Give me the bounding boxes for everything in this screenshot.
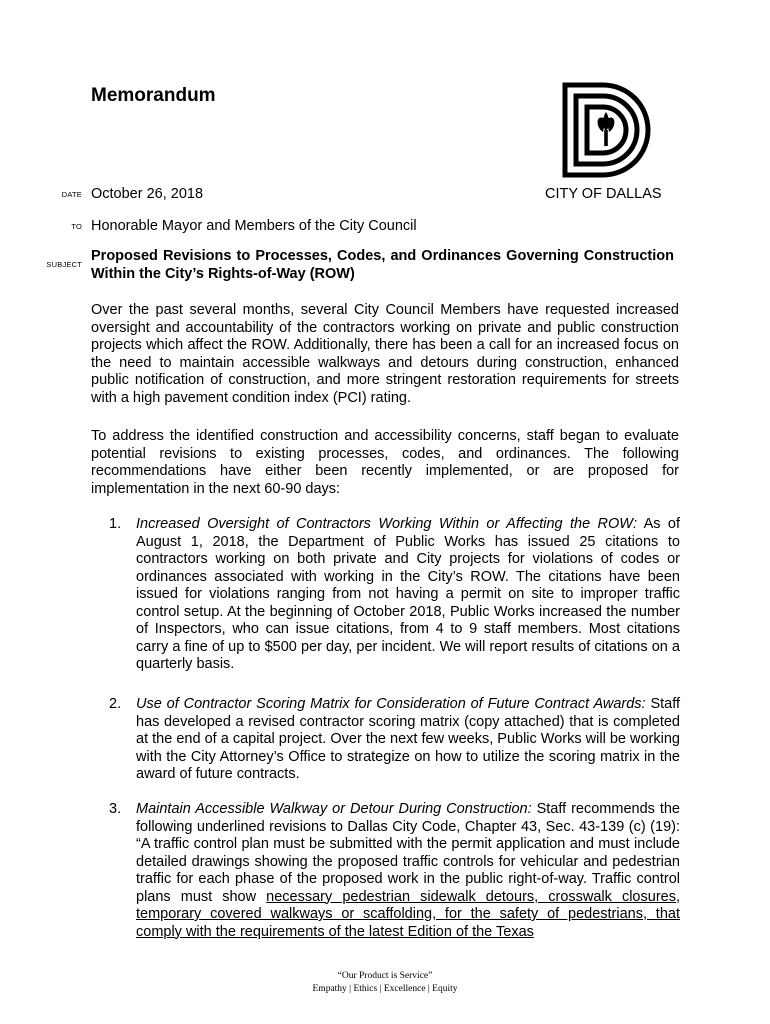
list-item-body: Staff has developed a revised contractor scoring matrix (copy attached) that is completed at the end of a capital project. Over the next few weeks, Public Works will be working with the City Attorney’s Office to strategize on how to utilize the scoring matrix in the award of future contracts. <box>136 696 680 782</box>
memo-recipient: Honorable Mayor and Members of the City Council <box>91 218 417 234</box>
list-item-number: 3. <box>109 801 122 817</box>
list-item-text <box>136 696 680 784</box>
list-item-body: As of August 1, 2018, the Department of Public Works has issued 25 citations to contractors working on both private and City projects for violations of codes or ordinances associated with working in the City’s ROW. The citations have been issued for violations ranging from not having a permit on site to improper traffic control setup. At the beginning of October 2018, Public Works increased the number of Inspectors, who can issue citations, from 4 to 9 staff members. Most citations carry a fine of up to $500 per day, per incident. We will report results of citations on a quarterly basis. <box>136 516 680 672</box>
list-item-number: 2. <box>109 696 122 712</box>
memo-date: October 26, 2018 <box>91 186 204 202</box>
memo-footer <box>0 970 770 996</box>
list-item-body: Staff recommends the following underlined revisions to Dallas City Code, Chapter 43, Sec. 43-139 (c) (19): “A traffic control plan must be submitted with the permit application and must include detailed drawings showing the proposed traffic controls for vehicular and pedestrian traffic for each phase of the proposed work in the public right-of-way. Traffic control plans must show <box>136 801 680 905</box>
list-item-title: Maintain Accessible Walkway or Detour During Construction: <box>136 801 532 817</box>
list-item-title: Increased Oversight of Contractors Working Within or Affecting the ROW: <box>136 516 637 532</box>
body-paragraph-2 <box>91 428 679 498</box>
underlined-revision: necessary pedestrian sidewalk detours, crosswalk closures, temporary covered walkways or scaffolding, for the safety of pedestrians, that comply with the requirements of the latest Edition of the Texas <box>136 888 680 940</box>
footer-motto: “Our Product is Service” <box>337 971 433 981</box>
date-label: DATE <box>61 190 82 199</box>
memo-title: Memorandum <box>91 85 216 106</box>
footer-values: Empathy | Ethics | Excellence | Equity <box>312 984 458 994</box>
list-item <box>109 696 680 784</box>
to-label: TO <box>71 222 82 231</box>
list-item-number: 1. <box>109 516 122 532</box>
city-of-dallas-logo-icon <box>561 82 651 178</box>
list-item-text <box>136 516 680 674</box>
list-item-title: Use of Contractor Scoring Matrix for Consideration of Future Contract Awards: <box>136 696 646 712</box>
paragraph-text: To address the identified construction and accessibility concerns, staff began to evaluate potential revisions to existing processes, codes, and ordinances. The following recommendations have either been recently implemented, or are proposed for implementation in the next 60-90 days: <box>91 428 679 497</box>
list-item <box>109 516 680 674</box>
city-name: CITY OF DALLAS <box>545 186 662 202</box>
list-item-text <box>136 801 680 941</box>
memo-subject: Proposed Revisions to Processes, Codes, and Ordinances Governing Construction Within the City’s Rights-of-Way (ROW) <box>91 248 674 282</box>
subject-label: SUBJECT <box>46 260 82 269</box>
paragraph-text: Over the past several months, several City Council Members have requested increased oversight and accountability of the contractors working on private and public construction projects which affect the ROW. Additionally, there has been a call for an increased focus on the need to maintain accessible walkways and detours during construction, enhanced public notification of construction, and more stringent restoration requirements for streets with a high pavement condition index (PCI) rating. <box>91 302 679 406</box>
body-paragraph-1 <box>91 302 679 407</box>
list-item <box>109 801 680 941</box>
